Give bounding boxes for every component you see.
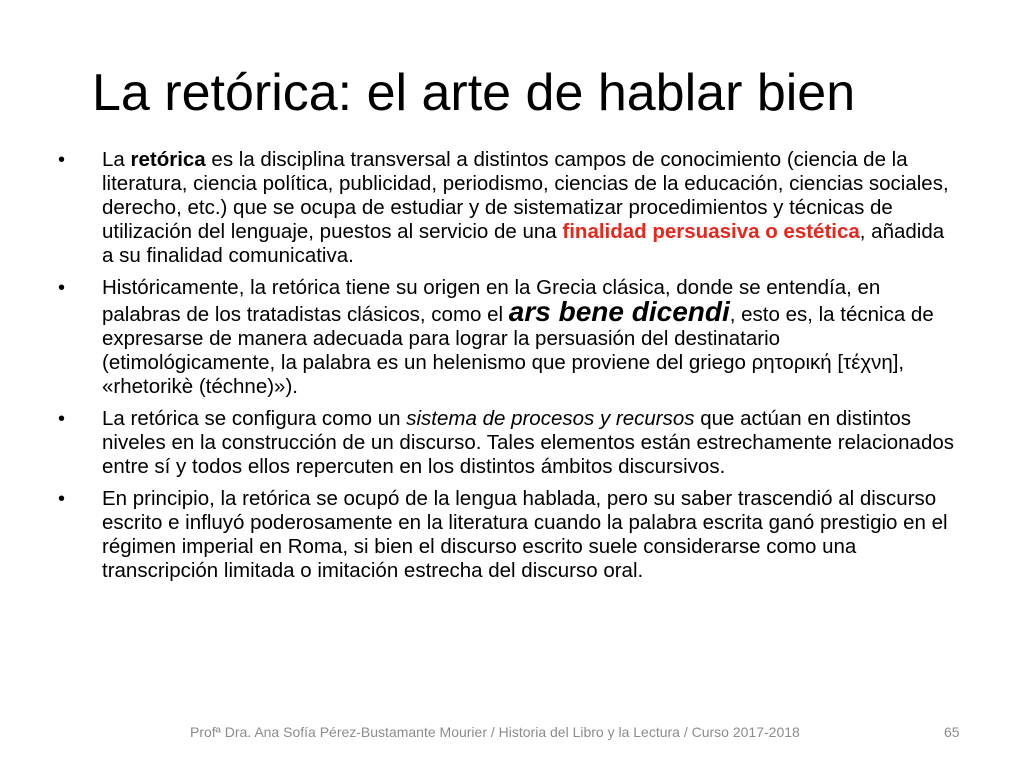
bullet-1-text-a: La [102, 148, 131, 171]
bullet-icon: • [58, 149, 66, 171]
slide-footer [0, 724, 1024, 748]
bullet-2-term-ars-bene-dicendi: ars bene dicendi [508, 296, 730, 327]
bullet-3-text-a: La retórica se configura como un [102, 407, 407, 430]
bullet-3-term-sistema: sistema de procesos y recursos [406, 407, 695, 430]
bullet-item-4 [58, 487, 958, 583]
bullet-2-text-a: Históricamente, la retórica tiene su origen en la Grecia clásica, donde se entendía, en palabras de los tratadistas clásicos, como el [102, 276, 881, 326]
bullet-icon: • [58, 277, 66, 299]
bullet-list [58, 148, 958, 591]
bullet-1-text-c: , añadida a su finalidad comunicativa. [102, 220, 945, 267]
footer-text: Profª Dra. Ana Sofía Pérez-Bustamante Mourier / Historia del Libro y la Lectura / Curso 2017-2018 [190, 724, 800, 740]
bullet-2-text-b: , esto es, la técnica de expresarse de manera adecuada para lograr la persuasión del destinatario (etimológicamente, la palabra es un helenismo que proviene del griego ρητορική [τέχνη], «rhetorikè (téchne)»). [102, 303, 934, 398]
bullet-1-text-b: es la disciplina transversal a distintos campos de conocimiento (ciencia de la literatura, ciencia política, publicidad, periodismo, ciencias de la educación, ciencias sociales, derecho, etc.) que se ocupa de estudiar y de sistematizar procedimientos y técnicas de utilización del lenguaje, puestos al servicio de una [102, 148, 949, 243]
bullet-item-1 [58, 148, 958, 268]
page-number: 65 [944, 724, 960, 740]
slide-title: La retórica: el arte de hablar bien [92, 64, 856, 122]
bullet-icon: • [58, 408, 66, 430]
bullet-icon: • [58, 488, 66, 510]
bullet-4-text: En principio, la retórica se ocupó de la lengua hablada, pero su saber trascendió al discurso escrito e influyó poderosamente en la literatura cuando la palabra escrita ganó prestigio en el régimen imperial en Roma, si bien el discurso escrito suele considerarse como una transcripción limitada o imitación estrecha del discurso oral. [102, 487, 948, 582]
bullet-item-2 [58, 276, 958, 399]
bullet-3-text-b: que actúan en distintos niveles en la construcción de un discurso. Tales elementos están estrechamente relacionados entre sí y todos ellos repercuten en los distintos ámbitos discursivos. [102, 407, 955, 478]
bullet-1-term-retorica: retórica [130, 148, 206, 171]
bullet-item-3 [58, 407, 958, 479]
bullet-1-highlight-finalidad: finalidad persuasiva o estética [562, 220, 860, 243]
